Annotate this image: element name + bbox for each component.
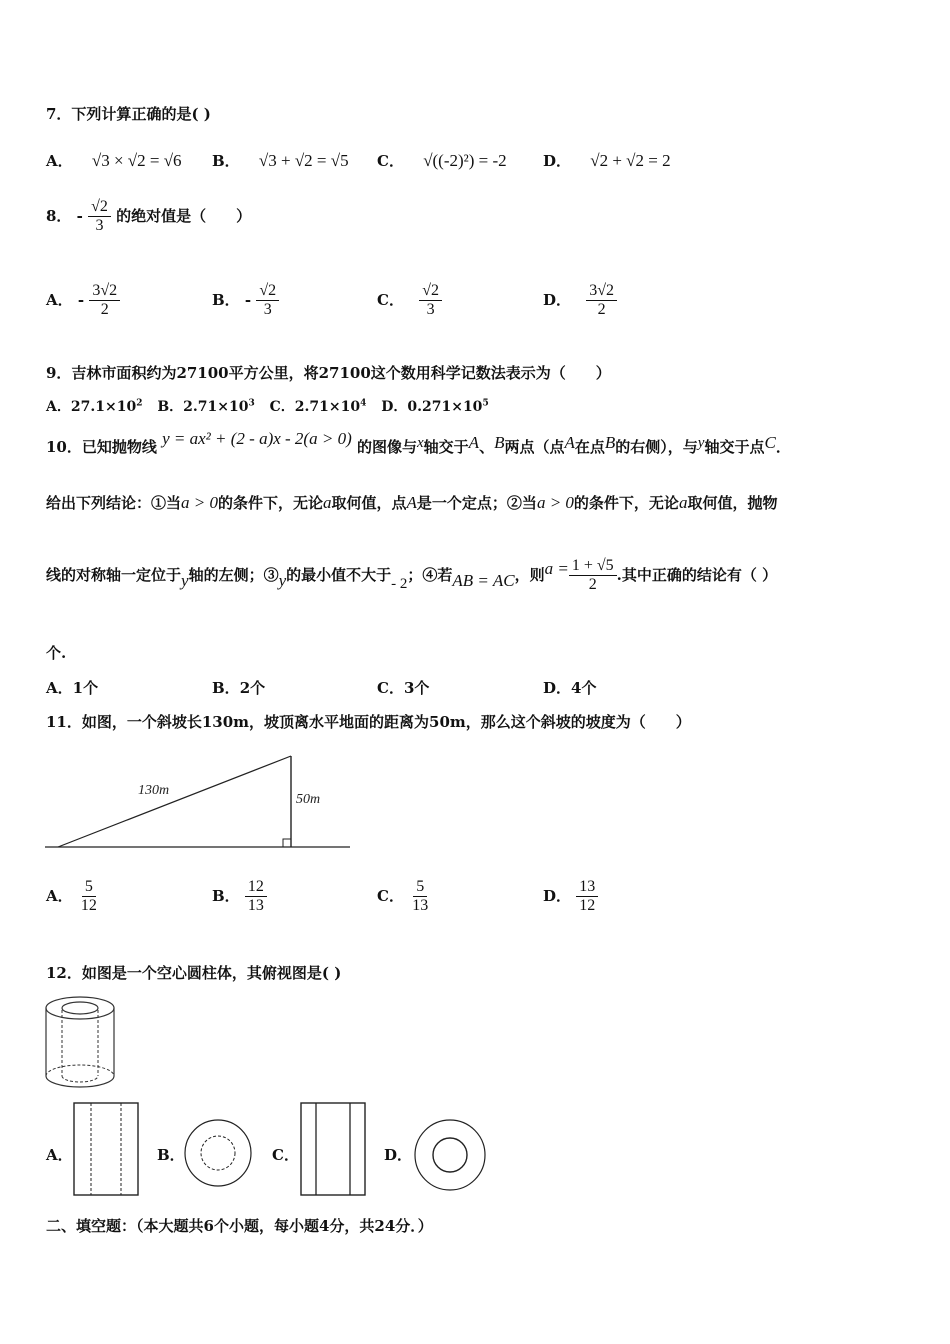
section-2-heading: 二、填空题：（本大题共6个小题，每小题4分，共24分．） (46, 1217, 433, 1235)
q10-neg2: - 2 (391, 575, 408, 592)
option-label: C． (377, 886, 404, 905)
option-label: B． (157, 399, 184, 415)
q9-options (46, 396, 489, 416)
q8-option-c[interactable] (377, 282, 442, 320)
q8-option-b[interactable] (212, 282, 279, 320)
fraction-num: 12 (245, 878, 267, 897)
q10-option-d[interactable] (543, 677, 596, 698)
option-label: C． (377, 679, 404, 697)
q9-option-c[interactable] (270, 399, 367, 415)
q12-option-c-figure[interactable] (300, 1102, 368, 1198)
q7-option-a[interactable] (46, 150, 182, 171)
var-a-point: A (564, 433, 575, 452)
option-fraction (586, 282, 617, 320)
var-a: a (678, 493, 688, 512)
option-sign: - (244, 290, 252, 309)
var-b-point: B (494, 433, 505, 452)
fraction-num: √2 (256, 282, 279, 301)
q10-line3 (46, 557, 777, 595)
q11-option-b[interactable] (212, 878, 267, 916)
hyp-label: 130m (138, 783, 170, 798)
text: 取何值，抛物 (687, 494, 778, 512)
fraction-den: 2 (597, 301, 606, 319)
text: 两点（点 (504, 438, 565, 456)
text: 轴交于 (423, 438, 469, 456)
q10-a-eq: a = (544, 558, 569, 578)
q12-option-d-label[interactable]: D． (384, 1146, 413, 1164)
text: .其中正确的结论有（ ） (616, 565, 778, 584)
q11-option-a[interactable] (46, 878, 100, 916)
q10-option-c[interactable] (377, 677, 429, 698)
q7-option-d-expr: √2 + √2 = 2 (590, 151, 671, 170)
option-exp: 5 (482, 398, 489, 409)
option-fraction (576, 878, 598, 916)
option-base: 27.1×10 (70, 399, 137, 415)
var-x: x (416, 435, 424, 451)
fraction-den: 12 (80, 897, 97, 915)
var-a-point: A (468, 433, 480, 452)
option-label: D． (381, 399, 408, 415)
fraction-den: 2 (100, 301, 109, 319)
q10-line1 (46, 429, 791, 457)
fraction-den: 2 (588, 576, 597, 594)
option-exp: 2 (136, 398, 143, 409)
fraction-den: 3 (263, 301, 272, 319)
q7-option-b[interactable] (212, 150, 349, 171)
option-text: 3个 (403, 679, 430, 697)
q10-condition: a > 0 (181, 493, 218, 512)
option-text: 4个 (571, 679, 597, 697)
var-y: y (278, 570, 287, 590)
slope-diagram (40, 748, 360, 858)
q9-option-a[interactable] (46, 399, 142, 415)
q8-fraction-num: √2 (88, 198, 111, 217)
var-a: a (323, 493, 332, 512)
var-a-point: A (406, 493, 417, 512)
fraction-num: √2 (419, 282, 442, 301)
q7-option-c[interactable] (377, 150, 507, 171)
option-label: B． (212, 290, 240, 309)
option-fraction (256, 282, 279, 320)
text: 是一个定点；②当 (416, 494, 537, 512)
text: 在点 (574, 438, 605, 456)
option-label: A． (46, 886, 73, 905)
q7-option-d[interactable] (543, 150, 671, 171)
q8-option-d[interactable] (543, 282, 617, 320)
fraction-den: 3 (426, 301, 435, 319)
option-exp: 3 (248, 398, 255, 409)
option-fraction (409, 878, 431, 916)
q10-line2 (46, 492, 777, 513)
q9-option-b[interactable] (157, 399, 254, 415)
option-base: 0.271×10 (407, 399, 483, 415)
option-sign: - (77, 290, 85, 309)
option-label: B． (212, 152, 240, 170)
right-angle-mark (283, 839, 291, 847)
option-fraction (419, 282, 442, 320)
fraction-den: 13 (412, 897, 429, 915)
q12-option-d-figure[interactable] (413, 1118, 489, 1194)
option-base: 2.71×10 (183, 399, 249, 415)
var-y: y (181, 570, 189, 590)
option-label: C． (377, 152, 404, 170)
text: 的最小值不大于 (286, 565, 392, 584)
q12-option-a-label[interactable]: A． (46, 1146, 73, 1164)
fraction-num: 3√2 (89, 282, 120, 301)
text: ． (775, 438, 791, 456)
q12-stem: 12．如图是一个空心圆柱体，其俯视图是( ) (46, 964, 342, 982)
q7-stem: 7．下列计算正确的是( ) (46, 105, 211, 123)
q10-formula: y = ax² + (2 - a)x - 2(a > 0) (162, 429, 352, 448)
fraction-num: 13 (576, 878, 598, 897)
q10-line4: 个. (46, 644, 67, 662)
option-label: D． (543, 290, 572, 309)
text: 的右侧），与 (615, 438, 698, 456)
text: 的条件下，无论 (218, 494, 324, 512)
option-label: D． (543, 152, 572, 170)
option-fraction (78, 878, 100, 916)
q7-option-a-expr: √3 × √2 = √6 (91, 151, 182, 170)
option-label: C． (269, 399, 295, 415)
text: 线的对称轴一定位于 (46, 565, 182, 584)
text: 的条件下，无论 (573, 494, 679, 512)
text: 轴的左侧；③ (188, 565, 279, 584)
option-label: B． (212, 886, 240, 905)
q7-option-c-expr: √((-2)²) = -2 (423, 151, 507, 170)
q12-option-a-figure[interactable] (73, 1102, 141, 1198)
option-label: A． (46, 290, 73, 309)
option-text: 2个 (239, 679, 266, 697)
q8-option-a[interactable] (46, 282, 120, 320)
q12-option-b-label[interactable]: B． (157, 1146, 185, 1164)
option-label: D． (543, 679, 572, 697)
var-b-point: B (604, 433, 616, 452)
option-fraction (245, 878, 267, 916)
q8-stem-tail: 的绝对值是（ ） (116, 206, 252, 225)
q8-stem (46, 198, 251, 236)
fraction-den: 13 (247, 897, 264, 915)
option-label: A． (46, 679, 73, 697)
q10-ab-ac: AB = AC (452, 570, 515, 590)
q11-option-d[interactable] (543, 878, 598, 916)
q10-option-b[interactable] (212, 677, 265, 698)
slope-line (58, 756, 291, 847)
q11-option-c[interactable] (377, 878, 431, 916)
text: 的图像与 (356, 438, 417, 456)
q9-option-d[interactable] (381, 399, 488, 415)
fraction-num: 5 (413, 878, 427, 897)
q12-option-b-figure[interactable] (183, 1118, 253, 1188)
fraction-num: 3√2 (586, 282, 617, 301)
option-text: 1个 (72, 679, 99, 697)
option-label: B． (212, 679, 240, 697)
q8-number: 8． (46, 206, 72, 225)
q10-fraction (569, 557, 617, 595)
option-fraction (89, 282, 120, 320)
text: ，则 (514, 565, 545, 584)
q12-option-c-label[interactable]: C． (272, 1146, 299, 1164)
text: 、 (479, 438, 495, 456)
hollow-cylinder-figure (44, 994, 118, 1090)
text: 10．已知抛物线 (46, 438, 157, 456)
q11-stem: 11．如图，一个斜坡长130m，坡顶离水平地面的距离为50m，那么这个斜坡的坡度为（ ） (46, 713, 691, 731)
fraction-num: 5 (82, 878, 96, 897)
text: 给出下列结论：①当 (46, 494, 182, 512)
q8-fraction (88, 198, 111, 236)
q8-minus: - (76, 206, 83, 225)
fraction-den: 12 (579, 897, 596, 915)
q8-fraction-den: 3 (95, 217, 104, 235)
q10-condition: a > 0 (536, 493, 574, 512)
text: ；④若 (407, 565, 453, 584)
option-label: A． (46, 399, 71, 415)
var-c-point: C (764, 433, 776, 452)
option-base: 2.71×10 (294, 399, 361, 415)
q10-option-a[interactable] (46, 677, 98, 698)
option-label: C． (377, 290, 404, 309)
option-label: D． (543, 886, 572, 905)
option-label: A． (46, 152, 73, 170)
fraction-num: 1 + √5 (569, 557, 617, 576)
var-y: y (697, 435, 705, 451)
leg-label: 50m (296, 792, 321, 807)
text: 取何值，点 (331, 494, 407, 512)
q9-stem: 9．吉林市面积约为27100平方公里，将27100这个数用科学记数法表示为（ ） (46, 364, 611, 382)
option-exp: 4 (360, 398, 367, 409)
text: 轴交于点 (704, 438, 765, 456)
q7-option-b-expr: √3 + √2 = √5 (258, 151, 349, 170)
